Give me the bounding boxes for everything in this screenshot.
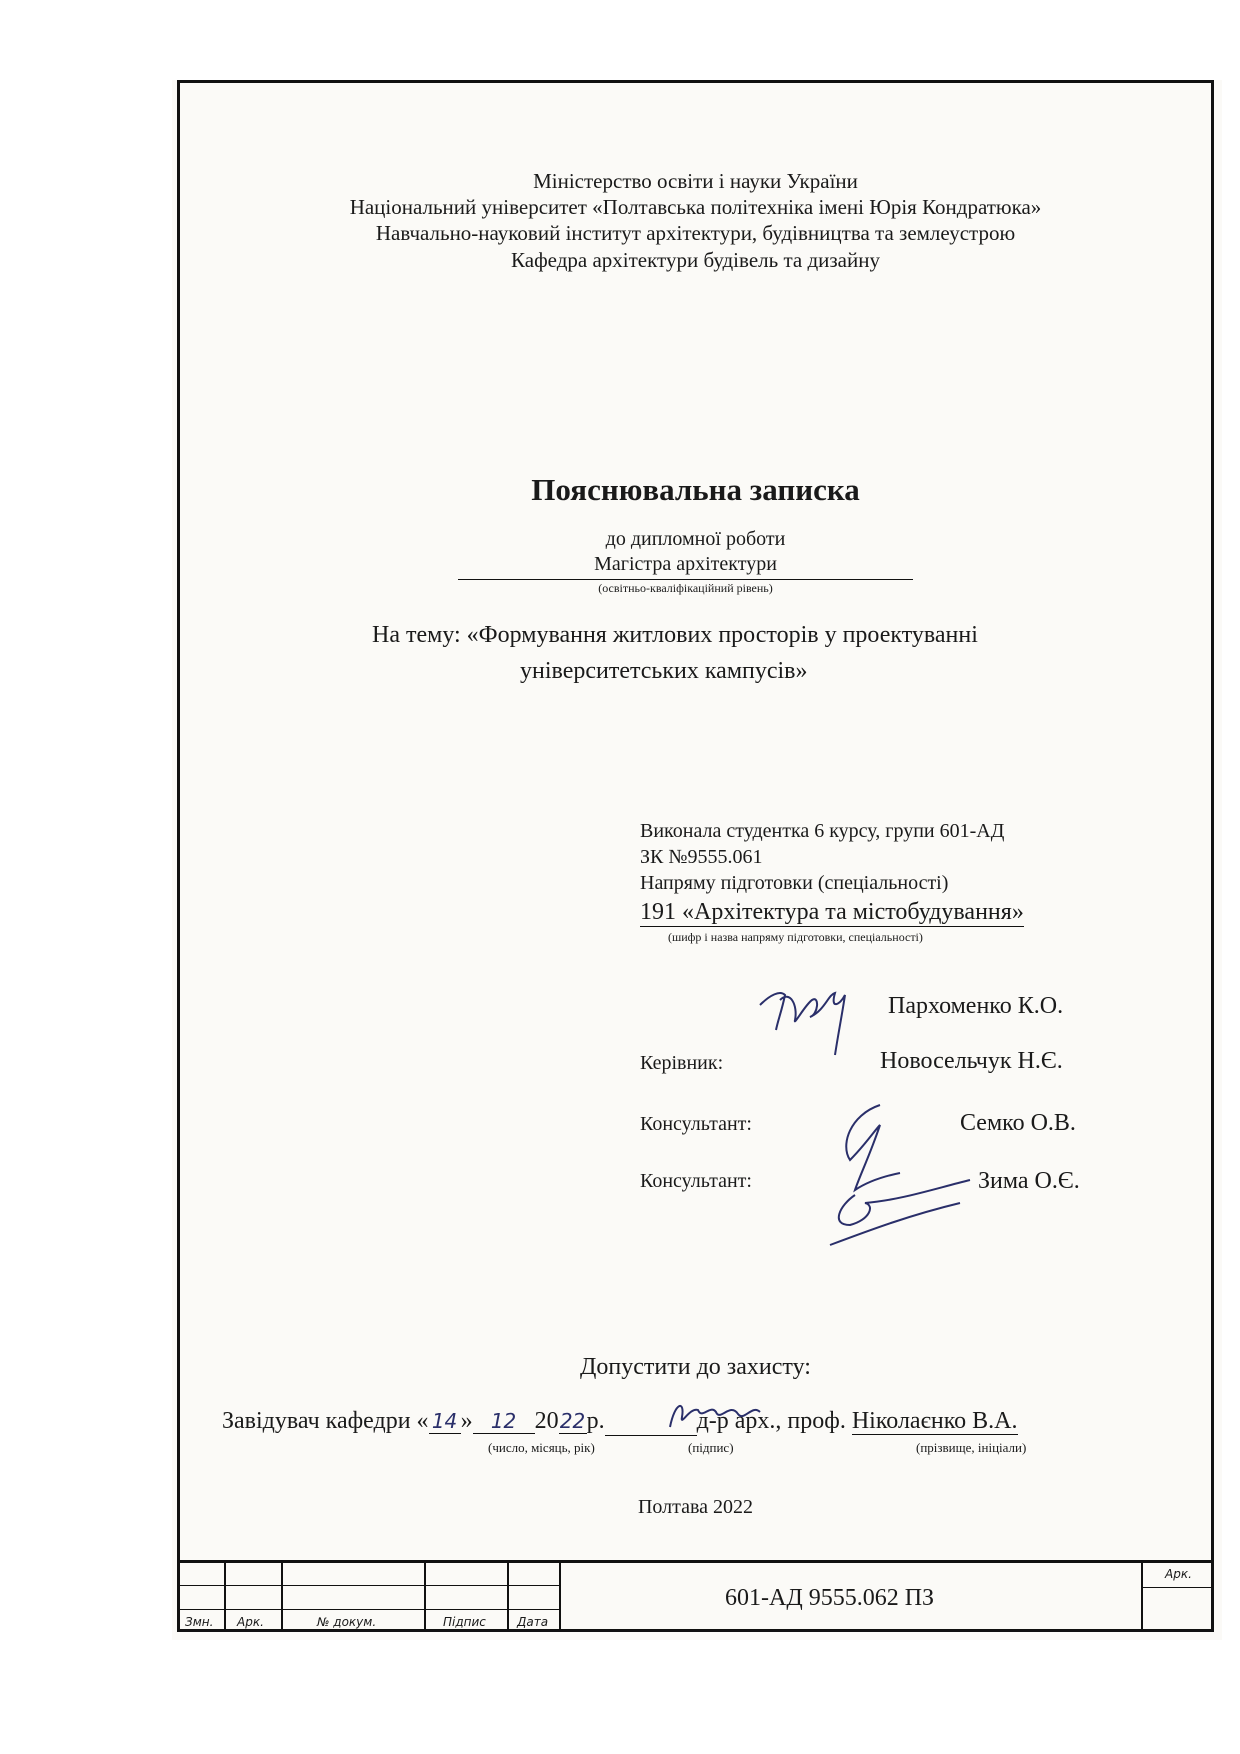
university-line: Національний університет «Полтавська політехніка імені Юрія Кондратюка» [349,195,1042,219]
consultant-signature [810,1085,990,1255]
head-name: Ніколаєнко В.А. [851,1408,1018,1434]
name-caption: (прізвище, ініціали) [916,1440,1027,1455]
sheet-label: Арк. [1165,1567,1192,1581]
specialty-field: 191 «Архітектура та містобудування» [640,899,1024,925]
subtitle-to: до дипломної роботи [605,528,786,550]
col-change: Змн. [185,1615,214,1629]
title-block [177,1560,1214,1632]
consultant2-name: Зима О.Є. [978,1168,1080,1194]
col-date: Дата [517,1615,549,1629]
head-prefix: Завідувач кафедри « [222,1408,429,1434]
author-line-1: Виконала студентка 6 курсу, групи 601-АД [640,820,1005,842]
date-year: 22 [559,1409,586,1433]
specialty-caption: (шифр і назва напряму підготовки, спеціальності) [668,930,923,944]
date-caption: (число, місяць, рік) [488,1440,595,1455]
document-code: 601-АД 9555.062 ПЗ [725,1585,935,1611]
institute-line: Навчально-науковий інститут архітектури, будівництва та землеустрою [375,221,1016,245]
col-sign: Підпис [443,1615,486,1629]
year-r: р. [586,1408,605,1434]
department-line: Кафедра архітектури будівель та дизайну [511,248,880,272]
degree-field: Магістра архітектури [458,553,913,580]
approval-line [222,1408,1018,1436]
document-title: Пояснювальна записка [531,472,860,507]
theme-line-1: На тему: «Формування житлових просторів у проектуванні [372,622,978,648]
head-signature [660,1392,770,1442]
quote-close: » [460,1408,473,1434]
supervisor-name: Новосельчук Н.Є. [880,1048,1063,1074]
student-signature [750,965,870,1065]
author-line-2: ЗК №9555.061 [640,846,763,868]
ministry-line: Міністерство освіти і науки України [533,169,858,193]
sign-caption: (підпис) [688,1440,734,1455]
consultant1-label: Консультант: [640,1113,752,1135]
student-name: Пархоменко К.О. [888,993,1064,1019]
supervisor-label: Керівник: [640,1052,724,1074]
date-month: 12 [473,1409,535,1434]
degree-caption: (освітньо-кваліфікаційний рівень) [598,581,773,595]
col-sheet: Арк. [237,1615,264,1629]
consultant2-label: Консультант: [640,1170,752,1192]
approval-heading: Допустити до захисту: [580,1354,811,1380]
consultant1-name: Семко О.В. [960,1110,1076,1136]
col-doc: № докум. [317,1615,377,1629]
theme-line-2: університетських кампусів» [520,658,808,684]
title-suffix: д-р арх., проф. [696,1408,846,1434]
year-prefix: 20 [534,1408,559,1434]
author-line-3: Напряму підготовки (спеціальності) [640,872,949,894]
city-year: Полтава 2022 [637,1496,754,1518]
date-day: 14 [429,1409,461,1434]
